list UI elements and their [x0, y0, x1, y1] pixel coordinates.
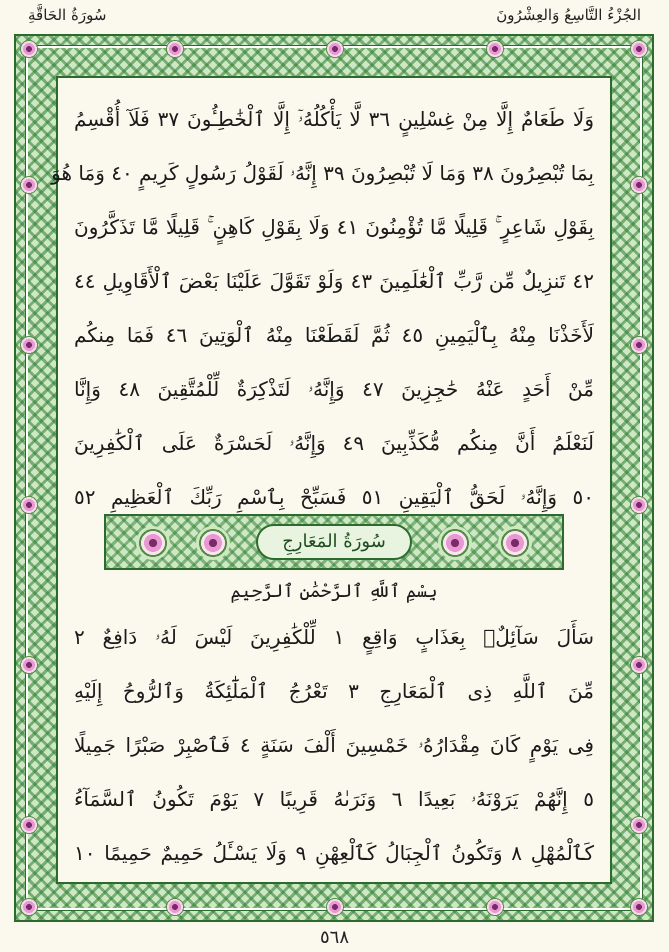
basmala: بِسْمِ ٱللَّهِ ٱلرَّحْمَٰنِ ٱلرَّحِيمِ: [230, 581, 438, 602]
top-rosette-icon: [486, 40, 504, 58]
verse-line: وَلَا طَعَامٌ إِلَّا مِنْ غِسْلِينٍ ٣٦ لَّا يَأْكُلُهُۥٓ إِلَّا ٱلْخَٰطِـُٔونَ ٣٧ فَلَآ أُقْسِمُ: [74, 107, 594, 131]
side-rosette-icon: [630, 336, 648, 354]
bottom-rosette-icon: [486, 898, 504, 916]
verse-line: ٥ إِنَّهُمْ يَرَوْنَهُۥ بَعِيدًا ٦ وَنَرَىٰهُ قَرِيبًا ٧ يَوْمَ تَكُونُ ٱلسَّمَآءُ: [74, 787, 594, 811]
verse-line: لَأَخَذْنَا مِنْهُ بِٱلْيَمِينِ ٤٥ ثُمَّ لَقَطَعْنَا مِنْهُ ٱلْوَتِينَ ٤٦ فَمَا مِنكُم: [74, 323, 594, 347]
corner-rosette-icon: [630, 40, 648, 58]
side-rosette-icon: [630, 176, 648, 194]
banner-rosette-icon: [498, 526, 532, 560]
verse-line: فِى يَوْمٍ كَانَ مِقْدَارُهُۥ خَمْسِينَ أَلْفَ سَنَةٍ ٤ فَٱصْبِرْ صَبْرًا جَمِيلًا: [74, 733, 594, 757]
corner-rosette-icon: [630, 898, 648, 916]
surah-title-banner: [104, 514, 564, 570]
banner-rosette-icon: [136, 526, 170, 560]
verse-line: مِّنَ ٱللَّهِ ذِى ٱلْمَعَارِجِ ٣ تَعْرُجُ ٱلْمَلَٰٓئِكَةُ وَٱلرُّوحُ إِلَيْهِ: [74, 679, 594, 703]
side-rosette-icon: [630, 496, 648, 514]
surah-name-header: سُورَةُ الحَاقَّةِ: [28, 6, 107, 24]
side-rosette-icon: [20, 656, 38, 674]
side-rosette-icon: [630, 816, 648, 834]
juz-name-header: الجُزْءُ التَّاسِعُ وَالعِشْرُونَ: [496, 6, 641, 24]
running-header: [0, 0, 669, 34]
top-rosette-icon: [166, 40, 184, 58]
surah-title: سُورَةُ المَعَارِجِ: [256, 524, 412, 560]
top-rosette-icon: [326, 40, 344, 58]
verse-line: كَٱلْمُهْلِ ٨ وَتَكُونُ ٱلْجِبَالُ كَٱلْعِهْنِ ٩ وَلَا يَسْـَٔلُ حَمِيمٌ حَمِيمًا ١٠: [74, 841, 595, 865]
corner-rosette-icon: [20, 898, 38, 916]
side-rosette-icon: [20, 176, 38, 194]
side-rosette-icon: [20, 336, 38, 354]
verse-line: ٥٠ وَإِنَّهُۥ لَحَقُّ ٱلْيَقِينِ ٥١ فَسَبِّحْ بِٱسْمِ رَبِّكَ ٱلْعَظِيمِ ٥٢: [74, 485, 595, 509]
banner-rosette-icon: [196, 526, 230, 560]
verse-line: بِمَا تُبْصِرُونَ ٣٨ وَمَا لَا تُبْصِرُونَ ٣٩ إِنَّهُۥ لَقَوْلُ رَسُولٍ كَرِيمٍ ٤٠ وَمَا هُوَ: [51, 161, 594, 185]
bottom-rosette-icon: [326, 898, 344, 916]
verses-al-haqqah: [51, 78, 610, 524]
verses-al-maarij: [58, 610, 610, 880]
side-rosette-icon: [630, 656, 648, 674]
quran-page-text-area: [51, 76, 612, 884]
page-number: ٥٦٨: [319, 927, 349, 948]
bottom-rosette-icon: [166, 898, 184, 916]
verse-line: مِّنْ أَحَدٍ عَنْهُ حَٰجِزِينَ ٤٧ وَإِنَّهُۥ لَتَذْكِرَةٌ لِّلْمُتَّقِينَ ٤٨ وَإِنَّا: [74, 377, 594, 401]
corner-rosette-icon: [20, 40, 38, 58]
verse-line: بِقَوْلِ شَاعِرٍ ۚ قَلِيلًا مَّا تُؤْمِنُونَ ٤١ وَلَا بِقَوْلِ كَاهِنٍ ۚ قَلِيلًا مَّا تَذَكَّرُونَ: [74, 215, 594, 239]
verse-line: لَنَعْلَمُ أَنَّ مِنكُم مُّكَذِّبِينَ ٤٩ وَإِنَّهُۥ لَحَسْرَةٌ عَلَى ٱلْكَٰفِرِينَ: [74, 431, 594, 455]
side-rosette-icon: [20, 496, 38, 514]
verse-line: ٤٢ تَنزِيلٌ مِّن رَّبِّ ٱلْعَٰلَمِينَ ٤٣ وَلَوْ تَقَوَّلَ عَلَيْنَا بَعْضَ ٱلْأَقَاوِيلِ ٤٤: [74, 269, 594, 293]
banner-rosette-icon: [438, 526, 472, 560]
side-rosette-icon: [20, 816, 38, 834]
verse-line: سَأَلَ سَآئِلٌۢ بِعَذَابٍ وَاقِعٍ ١ لِّلْكَٰفِرِينَ لَيْسَ لَهُۥ دَافِعٌ ٢: [74, 625, 594, 649]
